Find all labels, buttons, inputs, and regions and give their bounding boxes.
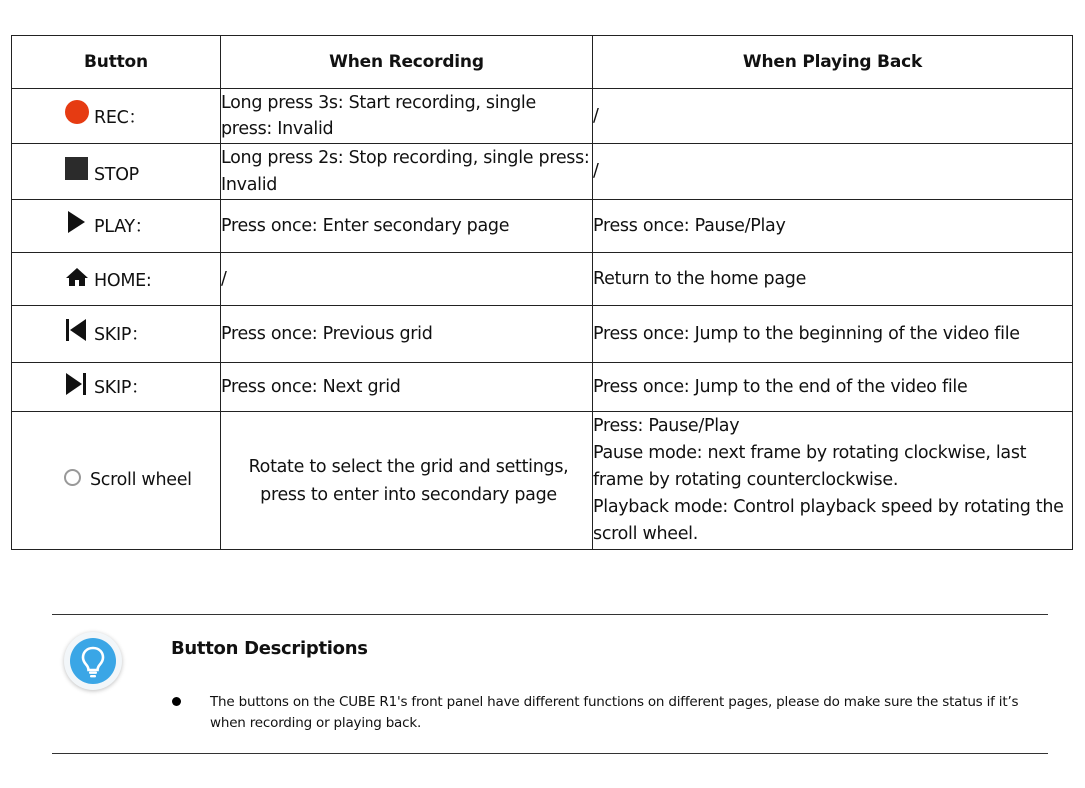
button-label: Scroll wheel — [90, 470, 192, 490]
recording-cell: Press once: Next grid — [221, 363, 593, 412]
button-cell — [12, 144, 221, 200]
skip-back-icon — [65, 318, 87, 342]
table-row — [12, 144, 1073, 200]
recording-cell: Long press 2s: Stop recording, single press: Invalid — [221, 144, 593, 200]
table-row — [12, 200, 1073, 253]
recording-cell: Press once: Previous grid — [221, 306, 593, 363]
bullet-dot — [172, 697, 181, 706]
playback-cell: Press once: Pause/Play — [593, 200, 1073, 253]
record-circle-icon — [65, 100, 89, 124]
recording-cell: Rotate to select the grid and settings, press to enter into secondary page — [221, 412, 593, 550]
button-cell — [12, 89, 221, 144]
button-label: STOP — [94, 165, 139, 185]
note-title: Button Descriptions — [171, 638, 368, 659]
table-row — [12, 89, 1073, 144]
button-label: HOME: — [94, 271, 152, 291]
recording-cell: / — [221, 253, 593, 306]
table-row — [12, 412, 1073, 550]
table-row — [12, 253, 1073, 306]
tip-badge-fill — [70, 638, 116, 684]
header-when-recording: When Recording — [221, 36, 593, 89]
button-cell — [12, 253, 221, 306]
table-header-row — [12, 36, 1073, 89]
button-label: SKIP： — [94, 325, 149, 345]
button-cell — [12, 306, 221, 363]
playback-cell: / — [593, 89, 1073, 144]
playback-cell: Return to the home page — [593, 253, 1073, 306]
table-row — [12, 306, 1073, 363]
button-cell — [12, 363, 221, 412]
note-bullet-text: The buttons on the CUBE R1's front panel have different functions on different pages, please do make sure the status if it’s when recording or playing back. — [210, 694, 1019, 731]
playback-cell: / — [593, 144, 1073, 200]
tip-badge — [64, 632, 122, 690]
playback-cell: Press: Pause/Play Pause mode: next frame by rotating clockwise, last frame by rotating counterclockwise. Playback mode: Control playback speed by rotating the scroll wheel. — [593, 412, 1073, 550]
button-cell — [12, 200, 221, 253]
stop-square-icon — [65, 157, 88, 180]
home-icon — [65, 267, 89, 287]
table-row — [12, 363, 1073, 412]
divider-top — [52, 614, 1048, 615]
header-when-playing-back: When Playing Back — [593, 36, 1073, 89]
button-label: REC： — [94, 108, 146, 128]
playback-cell: Press once: Jump to the beginning of the video file — [593, 306, 1073, 363]
button-cell — [12, 412, 221, 550]
button-label: PLAY： — [94, 217, 153, 237]
button-label: SKIP： — [94, 378, 149, 398]
scroll-wheel-icon — [64, 469, 81, 486]
button-function-table — [11, 35, 1073, 550]
recording-cell: Press once: Enter secondary page — [221, 200, 593, 253]
play-triangle-icon — [68, 211, 85, 233]
playback-cell: Press once: Jump to the end of the video file — [593, 363, 1073, 412]
recording-cell: Long press 3s: Start recording, single press: Invalid — [221, 89, 593, 144]
header-button: Button — [12, 36, 221, 89]
skip-forward-icon — [65, 372, 87, 396]
lightbulb-icon — [70, 638, 116, 684]
divider-bottom — [52, 753, 1048, 754]
